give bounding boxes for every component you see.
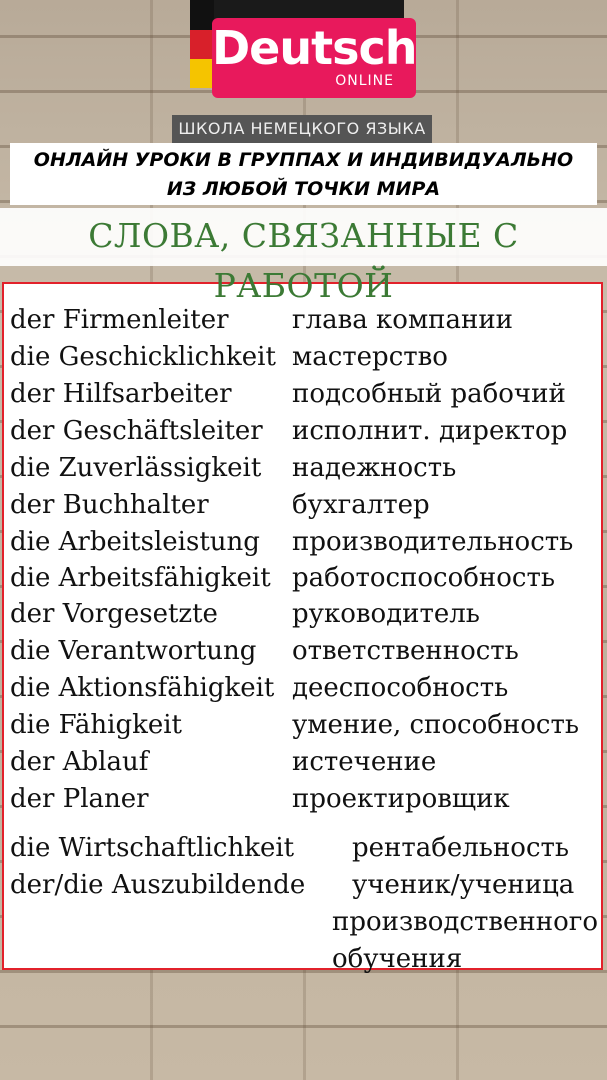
vocab-ru: истечение — [292, 747, 437, 777]
vocab-de: der Firmenleiter — [10, 305, 229, 335]
vocab-de: die Arbeitsleistung — [10, 527, 260, 557]
vocab-ru: исполнит. директор — [292, 416, 568, 446]
vocab-ru: дееспособность — [292, 673, 509, 703]
vocab-ru: мастерство — [292, 342, 448, 372]
vocab-ru: производительность — [292, 527, 574, 557]
vocab-de: die Aktionsfähigkeit — [10, 673, 275, 703]
vocab-ru: ученик/ученица — [352, 870, 575, 900]
german-flag-icon — [190, 0, 214, 88]
vocab-de: der Hilfsarbeiter — [10, 379, 232, 409]
vocab-de: der Vorgesetzte — [10, 599, 218, 629]
vocab-de: die Wirtschaftlichkeit — [10, 833, 295, 863]
promo-banner — [10, 143, 597, 205]
vocab-de: die Verantwortung — [10, 636, 257, 666]
vocabulary-panel — [2, 282, 603, 974]
vocab-de: die Zuverlässigkeit — [10, 453, 262, 483]
vocab-ru: рентабельность — [352, 833, 570, 863]
logo-brand-text: Deutsch — [212, 21, 417, 75]
promo-line-1: ОНЛАЙН УРОКИ В ГРУППАХ И ИНДИВИДУАЛЬНО — [33, 149, 574, 171]
page-title: СЛОВА, СВЯЗАННЫЕ С РАБОТОЙ — [88, 216, 519, 305]
vocab-ru: проектировщик — [292, 784, 510, 814]
vocab-de: die Geschicklichkeit — [10, 342, 276, 372]
vocab-de: der Geschäftsleiter — [10, 416, 263, 446]
vocab-ru: надежность — [292, 453, 457, 483]
vocab-ru: глава компании — [292, 305, 513, 335]
vocab-ru: подсобный рабочий — [292, 379, 566, 409]
promo-line-2: ИЗ ЛЮБОЙ ТОЧКИ МИРА — [166, 178, 441, 200]
vocab-ru-continuation: обучения — [332, 944, 463, 974]
vocab-de: der Ablauf — [10, 747, 149, 777]
vocab-ru-continuation: производственного — [332, 907, 598, 937]
vocab-ru: работоспособность — [292, 563, 555, 593]
vocab-ru: бухгалтер — [292, 490, 430, 520]
vocab-de: der/die Auszubildende — [10, 870, 306, 900]
vocab-de: die Fähigkeit — [10, 710, 182, 740]
school-label: ШКОЛА НЕМЕЦКОГО ЯЗЫКА — [172, 115, 432, 143]
vocab-ru: умение, способность — [292, 710, 579, 740]
logo-sub-text: ONLINE — [335, 73, 394, 89]
vocab-ru: ответственность — [292, 636, 519, 666]
vocab-de: der Buchhalter — [10, 490, 209, 520]
vocab-de: die Arbeitsfähigkeit — [10, 563, 271, 593]
vocab-ru: руководитель — [292, 599, 480, 629]
vocab-de: der Planer — [10, 784, 149, 814]
brand-logo[interactable] — [212, 18, 416, 98]
